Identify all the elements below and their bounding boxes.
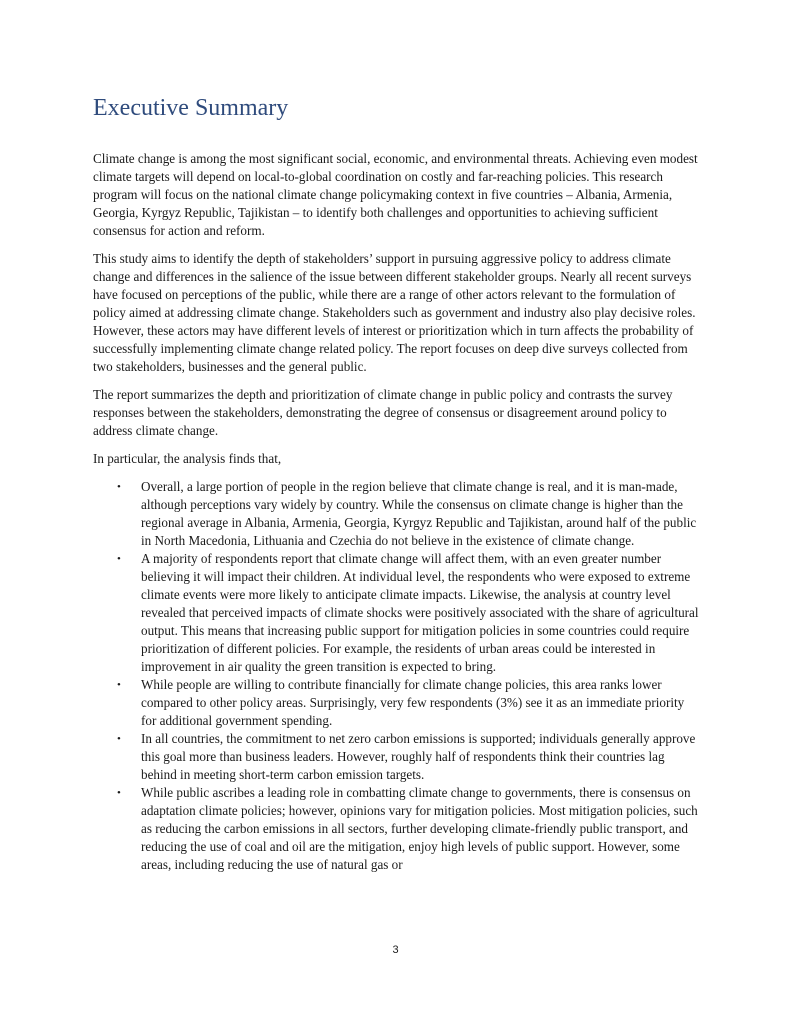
bullet-icon: •: [117, 787, 121, 799]
list-item: [93, 784, 699, 874]
list-item: [93, 478, 699, 550]
page-number: 3: [392, 944, 399, 956]
list-item-text: While people are willing to contribute financially for climate change policies, this area ranks lower compared to other policy areas. Surprisingly, very few respondents (3%) see it as an immediate priority for additional government spending.: [141, 677, 685, 728]
bullet-icon: •: [117, 481, 121, 493]
findings-list: [93, 478, 699, 874]
bullet-icon: •: [117, 679, 121, 691]
bullet-icon: •: [117, 733, 121, 745]
bullet-icon: •: [117, 553, 121, 565]
list-item-text: Overall, a large portion of people in the region believe that climate change is real, and it is man-made, although perceptions vary widely by country. While the consensus on climate change is higher than the regional average in Albania, Armenia, Georgia, Kyrgyz Republic and Tajikistan, around half of the public in North Macedonia, Lithuania and Czechia do not believe in the existence of climate change.: [141, 479, 697, 548]
page-title: Executive Summary: [93, 95, 289, 121]
body-content: [93, 150, 699, 874]
list-item-text: In all countries, the commitment to net zero carbon emissions is supported; individuals generally approve this goal more than business leaders. However, roughly half of respondents think their countries lag behind in meeting short-term carbon emission targets.: [141, 731, 696, 782]
list-item: [93, 676, 699, 730]
paragraph-study-aims: This study aims to identify the depth of stakeholders’ support in pursuing aggressive policy to address climate change and differences in the salience of the issue between different stakeholder groups. Nearly all recent surveys have focused on perceptions of the public, while there are a range of other actors relevant to the formulation of policy aimed at addressing climate change. Stakeholders such as government and industry also play decisive roles. However, these actors may have different levels of interest or prioritization which in turn affects the probability of successfully implementing climate change related policy. The report focuses on deep dive surveys collected from two stakeholders, businesses and the general public.: [93, 251, 696, 374]
list-item: [93, 550, 699, 676]
paragraph-report-summary: The report summarizes the depth and prioritization of climate change in public policy and contrasts the survey responses between the stakeholders, demonstrating the degree of consensus or disagreement around policy to address climate change.: [93, 387, 673, 438]
list-item-text: While public ascribes a leading role in combatting climate change to governments, there is consensus on adaptation climate policies; however, opinions vary for mitigation policies. Most mitigation policies, such as reducing the carbon emissions in all sectors, further developing climate-friendly public transport, and reducing the use of coal and oil are the mitigation, enjoy high levels of public support. However, some areas, including reducing the use of natural gas or: [141, 785, 698, 872]
paragraph-findings-lead: In particular, the analysis finds that,: [93, 451, 282, 466]
paragraph-intro: Climate change is among the most significant social, economic, and environmental threats. Achieving even modest climate targets will depend on local-to-global coordination on costly and far-reaching policies. This research program will focus on the national climate change policymaking context in five countries – Albania, Armenia, Georgia, Kyrgyz Republic, Tajikistan – to identify both challenges and opportunities to achieving sufficient consensus for action and reform.: [93, 151, 698, 238]
list-item: [93, 730, 699, 784]
list-item-text: A majority of respondents report that climate change will affect them, with an even greater number believing it will impact their children. At individual level, the respondents who were exposed to extreme climate events were more likely to anticipate climate impacts. Likewise, the analysis at country level revealed that perceived impacts of climate shocks were positively associated with the share of agricultural output. This means that increasing public support for mitigation policies in some countries could require prioritization of different policies. For example, the residents of urban areas could be interested in improvement in air quality the green transition is expected to bring.: [141, 551, 699, 674]
